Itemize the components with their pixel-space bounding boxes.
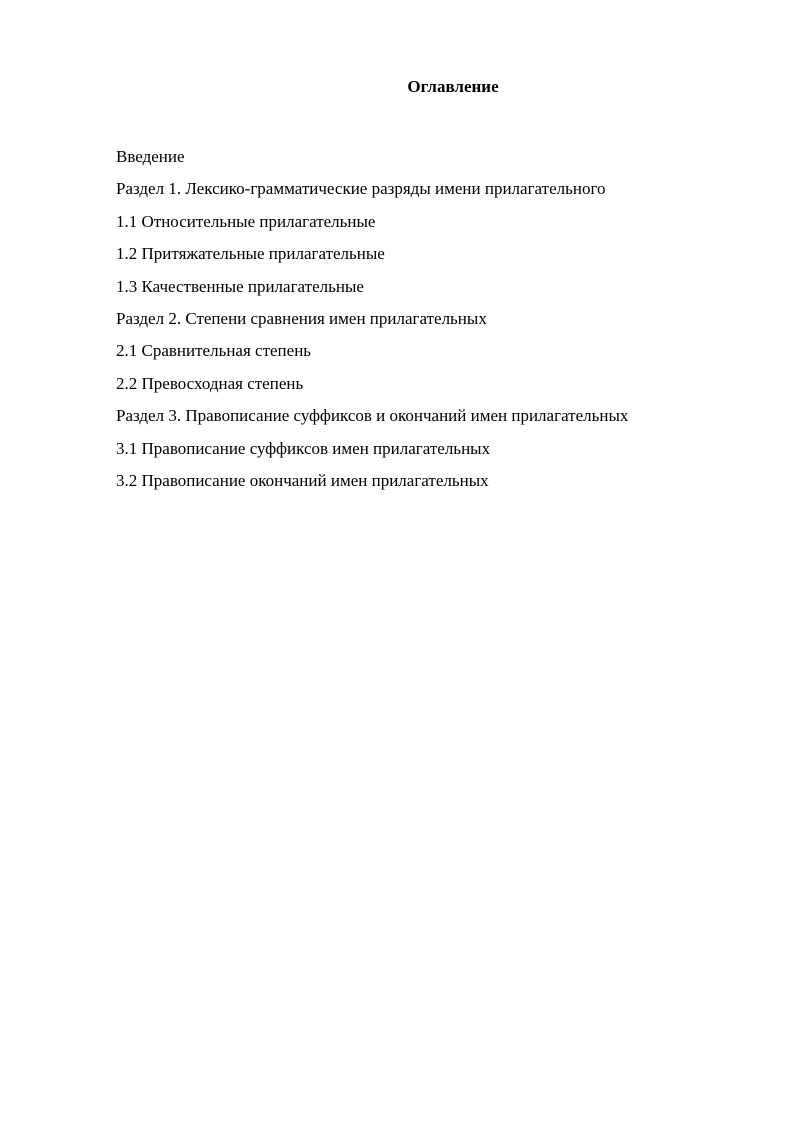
page-title: Оглавление — [407, 77, 499, 96]
toc-item-1-3: 1.3 Качественные прилагательные — [116, 276, 364, 296]
toc-item-introduction: Введение — [116, 147, 185, 166]
toc-item-3-1: 3.1 Правописание суффиксов имен прилагательных — [116, 438, 491, 458]
toc-item-section-1: Раздел 1. Лексико-грамматические разряды имени прилагательного — [116, 179, 606, 199]
toc-item-2-2: 2.2 Превосходная степень — [116, 373, 304, 393]
toc-item-section-2: Раздел 2. Степени сравнения имен прилагательных — [116, 309, 487, 329]
toc-item-1-1: 1.1 Относительные прилагательные — [116, 211, 376, 231]
toc-item-1-2: 1.2 Притяжательные прилагательные — [116, 244, 385, 264]
toc-item-3-2: 3.2 Правописание окончаний имен прилагательных — [116, 471, 489, 491]
toc-item-section-3: Раздел 3. Правописание суффиксов и окончаний имен прилагательных — [116, 406, 629, 426]
table-of-contents — [116, 141, 740, 497]
toc-item-2-1: 2.1 Сравнительная степень — [116, 341, 312, 361]
